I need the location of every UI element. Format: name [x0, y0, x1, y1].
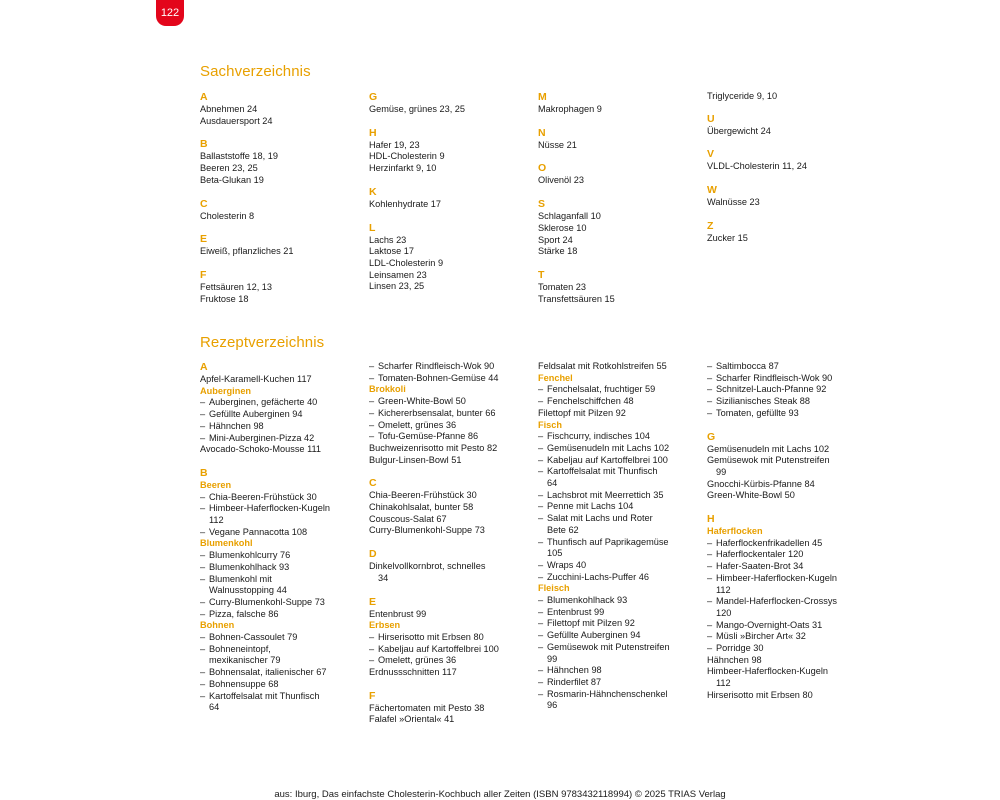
index-letter-heading: G — [707, 430, 716, 443]
index-entry: – Himbeer-Haferflocken-Kugeln — [707, 573, 873, 585]
index-entry: 112 — [209, 515, 224, 526]
index-entry: Abnehmen 24 — [200, 104, 258, 114]
index-letter-heading: L — [369, 221, 376, 234]
index-letter-heading: V — [707, 148, 715, 161]
index-entry: Hirserisotto mit Erbsen 80 — [707, 689, 813, 700]
index-entry: – Scharfer Rindfleisch-Wok 90 — [707, 373, 873, 385]
index-entry: – Tofu-Gemüse-Pfanne 86 — [369, 431, 535, 443]
index-entry: – Omelett, grünes 36 — [369, 655, 535, 667]
index-entry: – Kartoffelsalat mit Thunfisch — [200, 691, 366, 703]
index-entry: – Hähnchen 98 — [200, 421, 366, 433]
index-entry: – Scharfer Rindfleisch-Wok 90 — [369, 361, 535, 373]
footer-citation: aus: Iburg, Das einfachste Cholesterin-Kochbuch aller Zeiten (ISBN 9783432118994) © 2025 TRIAS Verlag — [274, 789, 726, 800]
index-entry: Olivenöl 23 — [538, 175, 584, 186]
index-entry: VLDL-Cholesterin 11, 24 — [707, 161, 807, 172]
index-letter-heading: B — [200, 466, 208, 479]
index-entry: – Bohneneintopf, — [200, 644, 366, 656]
index-entry: – Gefüllte Auberginen 94 — [200, 409, 366, 421]
index-letter-heading: C — [200, 197, 208, 210]
index-entry: – Wraps 40 — [538, 560, 704, 572]
index-letter-heading: B — [200, 138, 208, 151]
index-entry: – Haferflockenfrikadellen 45 — [707, 538, 873, 550]
spacer — [200, 222, 366, 233]
index-entry: Gnocchi-Kürbis-Pfanne 84 — [707, 478, 815, 489]
index-entry: Fruktose 18 — [200, 293, 249, 304]
index-letter-heading: A — [200, 361, 208, 373]
index-entry: – Sizilianisches Steak 88 — [707, 396, 873, 408]
index-entry: 112 — [716, 584, 731, 595]
index-letter-heading: D — [369, 548, 377, 561]
index-entry: – Fenchelschiffchen 48 — [538, 396, 704, 408]
index-letter-heading: H — [369, 126, 377, 139]
page-number: 122 — [156, 0, 184, 26]
index-entry: Buchweizenrisotto mit Pesto 82 — [369, 442, 498, 453]
index-entry: 112 — [716, 678, 731, 689]
index-entry: – Auberginen, gefächerte 40 — [200, 397, 366, 409]
index-subheading: Beeren — [200, 479, 232, 490]
index-entry: 105 — [547, 548, 563, 559]
index-entry: – Hähnchen 98 — [538, 665, 704, 677]
spacer — [538, 151, 704, 162]
index-entry: HDL-Cholesterin 9 — [369, 151, 445, 162]
index-entry: Sklerose 10 — [538, 222, 587, 233]
rezeptverzeichnis-title: Rezeptverzeichnis — [200, 334, 325, 351]
index-entry: 34 — [378, 572, 389, 583]
spacer — [538, 116, 704, 127]
index-letter-heading: T — [538, 268, 545, 281]
index-entry: – Saltimbocca 87 — [707, 361, 873, 373]
index-subheading: Auberginen — [200, 385, 252, 396]
index-subheading: Fleisch — [538, 583, 570, 594]
index-entry: Hähnchen 98 — [707, 654, 762, 665]
index-entry: – Rinderfilet 87 — [538, 677, 704, 689]
index-letter-heading: C — [369, 477, 377, 490]
sach-column-4 — [707, 91, 873, 245]
index-subheading: Brokkoli — [369, 384, 406, 395]
spacer — [369, 175, 535, 186]
index-letter-heading: M — [538, 91, 547, 103]
index-letter-heading: S — [538, 198, 546, 211]
index-entry: Beta-Glukan 19 — [200, 174, 264, 185]
spacer — [369, 537, 535, 548]
index-entry: – Gefüllte Auberginen 94 — [538, 630, 704, 642]
index-letter-heading: E — [200, 233, 208, 246]
index-letter-heading: E — [369, 595, 377, 608]
index-entry: Filettopf mit Pilzen 92 — [538, 407, 626, 418]
rezept-column-1 — [200, 361, 366, 714]
index-entry: Zucker 15 — [707, 232, 748, 243]
index-letter-heading: K — [369, 185, 377, 198]
index-entry: LDL-Cholesterin 9 — [369, 257, 444, 268]
spacer — [200, 187, 366, 198]
index-entry: Transfettsäuren 15 — [538, 293, 615, 304]
spacer — [200, 258, 366, 269]
index-entry: Couscous-Salat 67 — [369, 513, 447, 524]
spacer — [200, 127, 366, 138]
index-entry: – Gemüsenudeln mit Lachs 102 — [538, 443, 704, 455]
rezept-column-4 — [707, 361, 873, 702]
index-subheading: Blumenkohl — [200, 538, 253, 549]
index-entry: Stärke 18 — [538, 246, 578, 257]
index-subheading: Bohnen — [200, 620, 235, 631]
index-entry: Leinsamen 23 — [369, 269, 427, 280]
spacer — [200, 456, 366, 467]
spacer — [369, 679, 535, 690]
index-entry: 96 — [547, 700, 558, 711]
index-entry: Tomaten 23 — [538, 281, 587, 292]
index-entry: – Mandel-Haferflocken-Crossys — [707, 596, 873, 608]
index-entry: Fettsäuren 12, 13 — [200, 281, 273, 292]
index-entry: Übergewicht 24 — [707, 125, 771, 136]
index-entry: – Chia-Beeren-Frühstück 30 — [200, 492, 366, 504]
index-entry: Falafel »Oriental« 41 — [369, 714, 455, 725]
index-entry: – Thunfisch auf Paprikagemüse — [538, 537, 704, 549]
spacer — [538, 258, 704, 269]
index-entry: Bete 62 — [547, 524, 579, 535]
index-entry: – Mango-Overnight-Oats 31 — [707, 620, 873, 632]
index-entry: – Blumenkohlhack 93 — [200, 562, 366, 574]
index-entry: Chia-Beeren-Frühstück 30 — [369, 490, 477, 501]
spacer — [707, 502, 873, 513]
index-entry: – Porridge 30 — [707, 643, 873, 655]
rezept-column-2 — [369, 361, 535, 726]
index-entry: – Curry-Blumenkohl-Suppe 73 — [200, 597, 366, 609]
index-entry: Hafer 19, 23 — [369, 139, 420, 150]
index-entry: Ballaststoffe 18, 19 — [200, 151, 278, 162]
index-entry: Dinkelvollkornbrot, schnelles — [369, 561, 486, 572]
index-subheading: Fisch — [538, 419, 562, 430]
index-entry: Herzinfarkt 9, 10 — [369, 163, 437, 174]
index-entry: Kohlenhydrate 17 — [369, 198, 442, 209]
index-entry: Beeren 23, 25 — [200, 163, 258, 174]
index-entry: – Fischcurry, indisches 104 — [538, 431, 704, 443]
index-entry: – Blumenkohl mit — [200, 574, 366, 586]
spacer — [369, 466, 535, 477]
index-entry: Makrophagen 9 — [538, 104, 602, 114]
index-entry: Triglyceride 9, 10 — [707, 91, 778, 101]
index-entry: – Bohnen-Cassoulet 79 — [200, 632, 366, 644]
index-entry: Gemüse, grünes 23, 25 — [369, 104, 466, 114]
index-entry: – Fenchelsalat, fruchtiger 59 — [538, 384, 704, 396]
index-letter-heading: Z — [707, 219, 714, 232]
index-entry: Cholesterin 8 — [200, 210, 255, 221]
index-entry: – Lachsbrot mit Meerrettich 35 — [538, 490, 704, 502]
index-entry: Walnüsse 23 — [707, 197, 760, 208]
spacer — [369, 585, 535, 596]
sach-column-3 — [538, 91, 704, 305]
index-entry: – Blumenkohlhack 93 — [538, 595, 704, 607]
index-entry: – Bohnensalat, italienischer 67 — [200, 667, 366, 679]
index-entry: – Vegane Pannacotta 108 — [200, 527, 366, 539]
index-entry: Gemüsewok mit Putenstreifen — [707, 455, 830, 466]
spacer — [538, 187, 704, 198]
index-entry: Schlaganfall 10 — [538, 211, 601, 222]
index-entry: 64 — [547, 478, 558, 489]
sach-column-1 — [200, 91, 366, 305]
index-entry: Feldsalat mit Rotkohlstreifen 55 — [538, 361, 667, 371]
rezept-column-3 — [538, 361, 704, 712]
index-subheading: Erbsen — [369, 620, 401, 631]
index-letter-heading: O — [538, 162, 547, 175]
index-letter-heading: F — [200, 268, 207, 281]
index-entry: Bulgur-Linsen-Bowl 51 — [369, 454, 462, 465]
index-subheading: Fenchel — [538, 372, 573, 383]
index-entry: – Omelett, grünes 36 — [369, 420, 535, 432]
index-entry: – Kabeljau auf Kartoffelbrei 100 — [369, 644, 535, 656]
index-entry: – Gemüsewok mit Putenstreifen — [538, 642, 704, 654]
index-letter-heading: F — [369, 689, 376, 702]
spacer — [369, 116, 535, 127]
index-entry: 120 — [716, 607, 732, 618]
index-letter-heading: N — [538, 126, 546, 139]
spacer — [707, 137, 873, 148]
index-entry: – Rosmarin-Hähnchenschenkel — [538, 689, 704, 701]
index-entry: Curry-Blumenkohl-Suppe 73 — [369, 525, 485, 536]
index-entry: – Mini-Auberginen-Pizza 42 — [200, 433, 366, 445]
spacer — [707, 209, 873, 220]
index-entry: – Tomaten-Bohnen-Gemüse 44 — [369, 373, 535, 385]
spacer — [369, 211, 535, 222]
index-entry: – Hirserisotto mit Erbsen 80 — [369, 632, 535, 644]
index-entry: – Filettopf mit Pilzen 92 — [538, 618, 704, 630]
index-entry: Laktose 17 — [369, 246, 414, 257]
index-entry: mexikanischer 79 — [209, 655, 281, 666]
index-entry: Himbeer-Haferflocken-Kugeln — [707, 666, 829, 677]
index-letter-heading: G — [369, 91, 378, 103]
index-letter-heading: W — [707, 184, 717, 197]
index-entry: – Schnitzel-Lauch-Pfanne 92 — [707, 384, 873, 396]
index-entry: – Himbeer-Haferflocken-Kugeln — [200, 503, 366, 515]
spacer — [707, 173, 873, 184]
index-letter-heading: A — [200, 91, 208, 103]
index-entry: – Hafer-Saaten-Brot 34 — [707, 561, 873, 573]
index-entry: – Kabeljau auf Kartoffelbrei 100 — [538, 455, 704, 467]
index-entry: – Entenbrust 99 — [538, 607, 704, 619]
index-entry: Ausdauersport 24 — [200, 115, 273, 126]
index-entry: Lachs 23 — [369, 234, 407, 245]
spacer — [707, 103, 873, 113]
index-entry: – Blumenkohlcurry 76 — [200, 550, 366, 562]
index-entry: Gemüsenudeln mit Lachs 102 — [707, 443, 830, 454]
index-entry: Walnusstopping 44 — [209, 585, 287, 596]
index-entry: Eiweiß, pflanzliches 21 — [200, 246, 294, 257]
index-entry: – Green-White-Bowl 50 — [369, 396, 535, 408]
index-entry: Avocado-Schoko-Mousse 111 — [200, 444, 322, 455]
index-entry: Nüsse 21 — [538, 139, 577, 150]
index-entry: Chinakohlsalat, bunter 58 — [369, 502, 474, 513]
index-letter-heading: U — [707, 112, 715, 125]
index-entry: Fächertomaten mit Pesto 38 — [369, 702, 485, 713]
index-entry: – Pizza, falsche 86 — [200, 609, 366, 621]
index-subheading: Haferflocken — [707, 526, 763, 537]
index-entry: Erdnussschnitten 117 — [369, 667, 457, 678]
index-entry: – Tomaten, gefüllte 93 — [707, 408, 873, 420]
index-entry: 99 — [716, 466, 727, 477]
index-entry: Sport 24 — [538, 234, 573, 245]
index-entry: Green-White-Bowl 50 — [707, 490, 795, 501]
index-entry: – Kichererbsensalat, bunter 66 — [369, 408, 535, 420]
index-entry: – Kartoffelsalat mit Thunfisch — [538, 466, 704, 478]
index-entry: 64 — [209, 702, 220, 713]
index-entry: – Müsli »Bircher Art« 32 — [707, 631, 873, 643]
index-entry: Apfel-Karamell-Kuchen 117 — [200, 374, 312, 384]
index-entry: – Haferflockentaler 120 — [707, 549, 873, 561]
index-entry: Linsen 23, 25 — [369, 281, 425, 292]
sach-column-2 — [369, 91, 535, 293]
index-entry: – Bohnensuppe 68 — [200, 679, 366, 691]
index-entry: 99 — [547, 653, 558, 664]
index-letter-heading: H — [707, 513, 715, 526]
index-entry: Entenbrust 99 — [369, 608, 427, 619]
index-entry: – Salat mit Lachs und Roter — [538, 513, 704, 525]
index-entry: – Zucchini-Lachs-Puffer 46 — [538, 572, 704, 584]
sachverzeichnis-title: Sachverzeichnis — [200, 63, 311, 80]
index-entry: – Penne mit Lachs 104 — [538, 501, 704, 513]
spacer — [707, 420, 873, 431]
